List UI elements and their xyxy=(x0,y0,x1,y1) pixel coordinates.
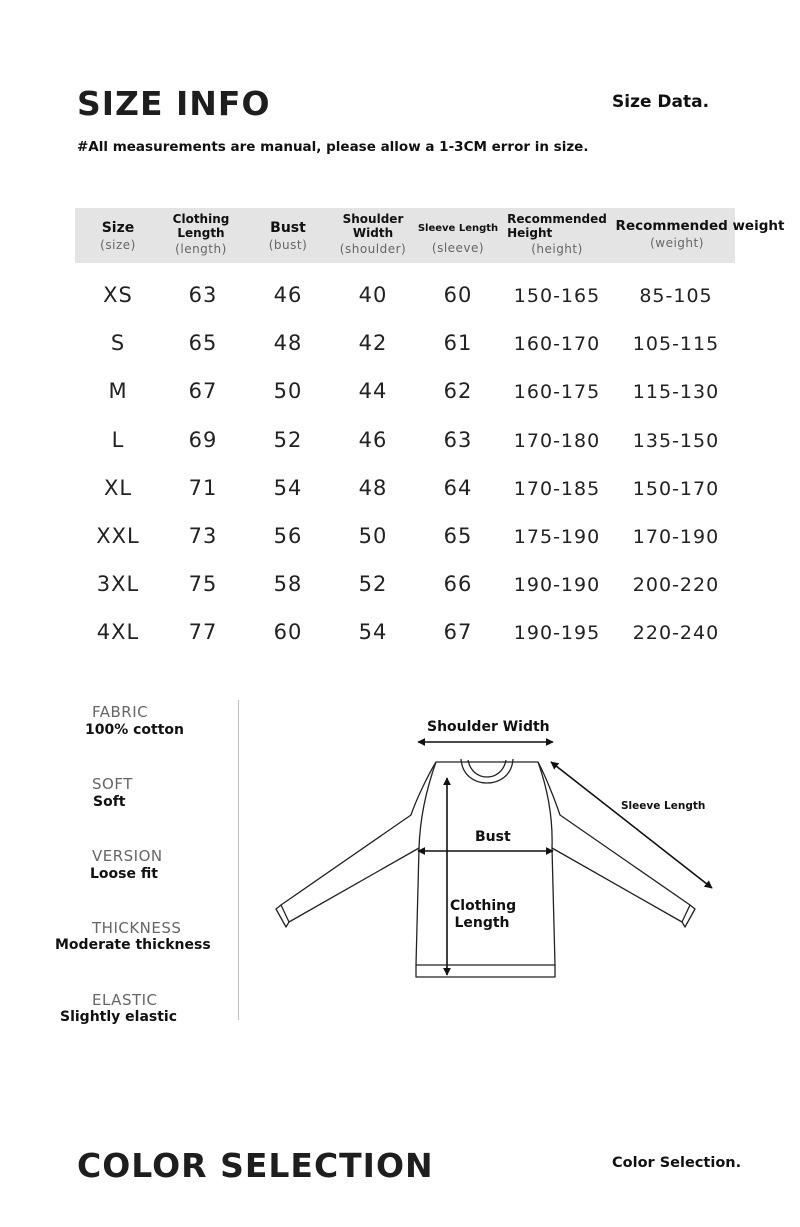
header-recommended-weight: Recommended weight xyxy=(615,218,785,234)
soft-label: SOFT xyxy=(92,775,133,793)
table-cell: 65 xyxy=(188,331,218,356)
fabric-value: 100% cotton xyxy=(85,722,185,738)
table-cell: 73 xyxy=(188,524,218,548)
table-cell: 67 xyxy=(188,379,218,404)
table-cell: 150-165 xyxy=(513,285,601,307)
table-cell: 190-190 xyxy=(513,574,601,597)
thickness-label: THICKNESS xyxy=(92,919,182,937)
header-shoulder-width: Shoulder Width (shoulder) xyxy=(339,212,407,256)
table-cell: 170-180 xyxy=(513,429,601,452)
fabric-label: FABRIC xyxy=(92,703,149,721)
table-cell: 69 xyxy=(188,427,218,452)
table-cell: M xyxy=(108,379,128,404)
table-cell: 200-220 xyxy=(632,574,720,597)
table-cell: L xyxy=(111,427,125,452)
header-weight-sub: (weight) xyxy=(650,236,704,250)
table-cell: 85-105 xyxy=(639,285,713,307)
table-cell: 52 xyxy=(273,427,303,452)
table-cell: XL xyxy=(103,475,133,500)
table-cell: 61 xyxy=(443,331,473,356)
header-sleeve-length: Sleeve Length (sleeve) xyxy=(417,223,499,255)
table-cell: 58 xyxy=(273,572,303,597)
soft-value: Soft xyxy=(93,794,126,810)
table-cell: 190-195 xyxy=(513,622,601,645)
table-cell: 44 xyxy=(358,379,388,404)
table-cell: 48 xyxy=(273,331,303,356)
table-cell: 62 xyxy=(443,379,473,404)
measurement-note: #All measurements are manual, please allow a 1-3CM error in size. xyxy=(77,139,589,155)
table-cell: 42 xyxy=(358,331,388,356)
table-cell: 67 xyxy=(443,620,473,645)
table-cell: 40 xyxy=(358,283,388,307)
table-cell: 63 xyxy=(188,283,218,307)
table-cell: XS xyxy=(103,283,133,307)
clothing-length-label: Clothing Length xyxy=(450,898,517,931)
table-cell: 50 xyxy=(273,379,303,404)
elastic-value: Slightly elastic xyxy=(60,1009,178,1025)
size-info-title: SIZE INFO xyxy=(77,84,271,123)
table-cell: 54 xyxy=(273,475,303,500)
table-cell: 175-190 xyxy=(513,526,601,548)
table-cell: 105-115 xyxy=(632,333,720,356)
table-cell: 46 xyxy=(273,283,303,307)
header-size: Size (size) xyxy=(100,220,136,252)
table-cell: 65 xyxy=(443,524,473,548)
table-cell: 115-130 xyxy=(632,381,720,404)
table-cell: 66 xyxy=(443,572,473,597)
shoulder-width-label: Shoulder Width xyxy=(427,719,550,735)
table-cell: 4XL xyxy=(96,620,140,645)
table-cell: 54 xyxy=(358,620,388,645)
table-cell: 50 xyxy=(358,524,388,548)
table-cell: 220-240 xyxy=(632,622,720,645)
table-cell: 170-185 xyxy=(513,477,601,500)
table-cell: 46 xyxy=(358,427,388,452)
bust-label: Bust xyxy=(475,829,511,845)
table-cell: 160-175 xyxy=(513,381,601,404)
size-data-subtitle: Size Data. xyxy=(612,92,710,112)
table-cell: XXL xyxy=(96,524,140,548)
table-cell: 64 xyxy=(443,475,473,500)
color-selection-subtitle: Color Selection. xyxy=(612,1155,742,1171)
thickness-value: Moderate thickness xyxy=(55,937,211,953)
table-cell: 3XL xyxy=(96,572,140,597)
table-cell: 160-170 xyxy=(513,333,601,356)
table-cell: 77 xyxy=(188,620,218,645)
table-cell: 75 xyxy=(188,572,218,597)
table-cell: 60 xyxy=(443,283,473,307)
table-cell: 71 xyxy=(188,475,218,500)
sweatshirt-outline xyxy=(276,759,695,977)
sleeve-length-label: Sleeve Length xyxy=(621,800,706,812)
table-cell: 135-150 xyxy=(632,429,720,452)
color-selection-title: COLOR SELECTION xyxy=(77,1146,434,1185)
version-value: Loose fit xyxy=(90,866,158,882)
version-label: VERSION xyxy=(92,847,163,865)
header-recommended-height: Recommended Height (height) xyxy=(507,212,607,256)
table-cell: 60 xyxy=(273,620,303,645)
table-cell: 52 xyxy=(358,572,388,597)
table-cell: 170-190 xyxy=(632,526,720,548)
table-cell: 63 xyxy=(443,427,473,452)
elastic-label: ELASTIC xyxy=(92,991,158,1009)
table-cell: 150-170 xyxy=(632,477,720,500)
table-cell: 56 xyxy=(273,524,303,548)
table-cell: S xyxy=(110,331,126,356)
header-clothing-length: Clothing Length (length) xyxy=(172,212,230,256)
table-cell: 48 xyxy=(358,475,388,500)
header-bust: Bust (bust) xyxy=(268,220,308,252)
